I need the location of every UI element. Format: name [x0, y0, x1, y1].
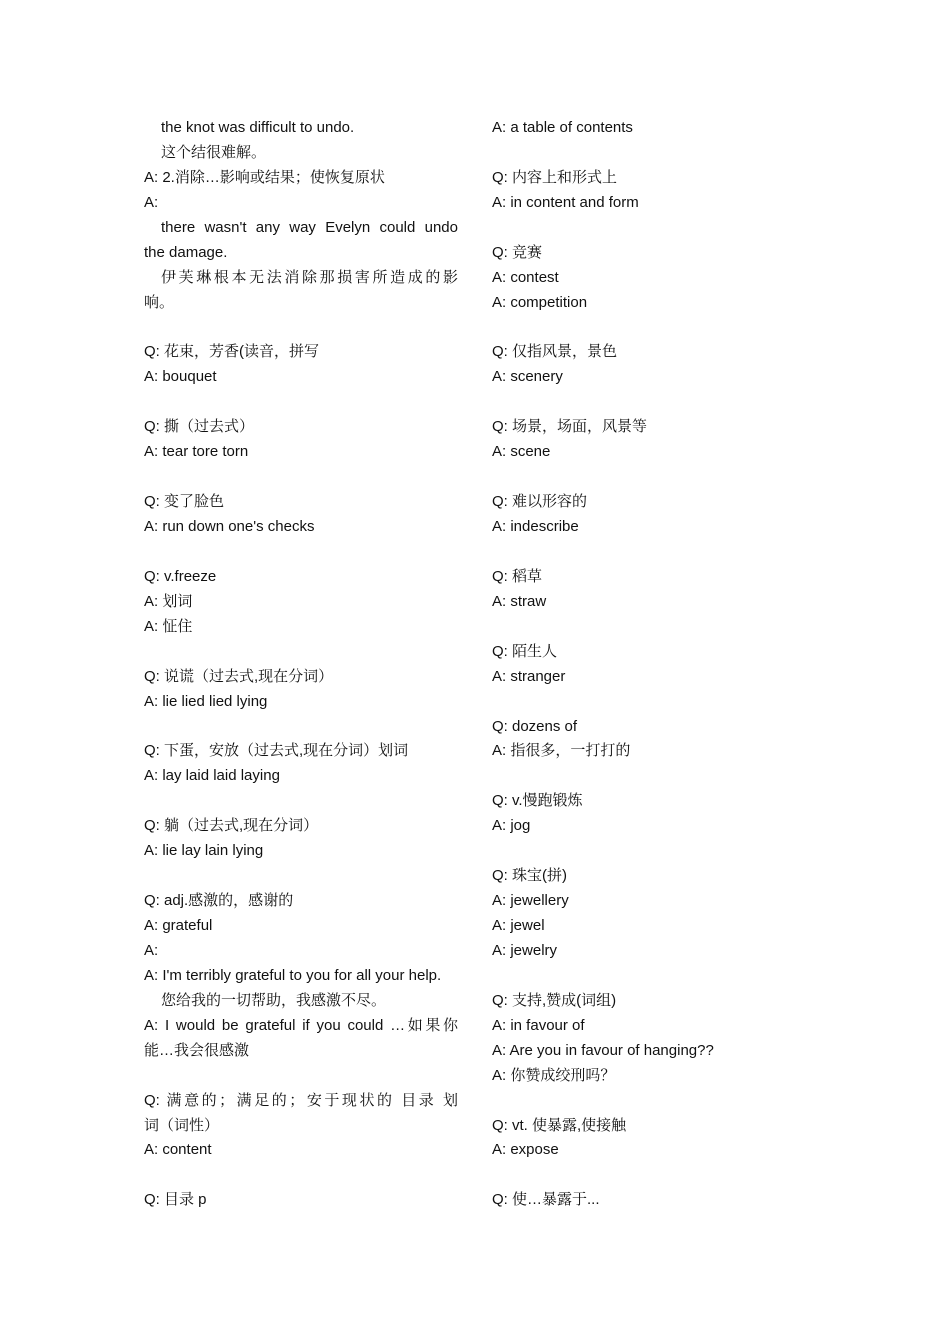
text-line: Q: 变了脸色 [144, 493, 225, 511]
text-line: A: competition [492, 293, 588, 311]
text-line: A: 你赞成绞刑吗？ [492, 1066, 616, 1084]
blank-line [492, 216, 822, 241]
text-line: A: in favour of [492, 1016, 585, 1034]
blank-line [492, 465, 822, 490]
text-line: A: jewelry [492, 941, 558, 959]
text-line: A: grateful [144, 917, 213, 934]
blank-line [492, 390, 822, 415]
blank-line [144, 316, 458, 341]
blank-line [144, 640, 458, 665]
text-line: A: jewel [492, 917, 545, 934]
text-line: Q: 满意的；满足的；安于现状的 目录 划 [144, 1091, 458, 1109]
blank-line [492, 964, 822, 989]
blank-line [144, 540, 458, 565]
text-line: A: jewellery [492, 892, 569, 910]
text-line: Q: 说谎（过去式,现在分词） [144, 667, 334, 685]
blank-line [144, 1163, 458, 1188]
text-line: A: 划词 [144, 592, 193, 610]
text-line: Q: v.freeze [144, 567, 217, 585]
text-line: Q: 珠宝(拼) [492, 867, 567, 885]
blank-line [144, 390, 458, 415]
text-line: Q: 仅指风景，景色 [492, 343, 618, 361]
blank-line [144, 715, 458, 740]
text-line: A: jog [492, 817, 531, 835]
right-column [492, 116, 822, 1213]
text-line: A: lie lay lain lying [144, 842, 264, 860]
text-line: A: expose [492, 1141, 559, 1159]
text-line: the knot was difficult to undo. [161, 119, 355, 136]
blank-line [144, 864, 458, 889]
text-line: A: lie lied lied lying [144, 692, 268, 710]
text-line: 能…我会很感激 [144, 1041, 250, 1059]
blank-line [144, 465, 458, 490]
blank-line [492, 1089, 822, 1114]
text-line: A: bouquet [144, 368, 217, 386]
text-line: Q: 使…暴露于... [492, 1191, 600, 1209]
text-line: Q: 场景，场面，风景等 [492, 418, 648, 436]
text-line: A: 2.消除…影响或结果；使恢复原状 [144, 168, 385, 186]
blank-line [492, 690, 822, 715]
blank-line [492, 540, 822, 565]
blank-line [492, 316, 822, 341]
text-line: A: I would be grateful if you could …如果你 [144, 1016, 458, 1034]
text-line: Q: v.慢跑锻炼 [492, 792, 583, 810]
text-line: A: in content and form [492, 193, 639, 211]
text-line: A: 指很多，一打打的 [492, 742, 631, 760]
text-line: A: run down one's checks [144, 518, 315, 535]
text-line: A: scene [492, 443, 551, 461]
text-line: 伊芙琳根本无法消除那损害所造成的影 [161, 268, 458, 286]
text-line: Q: dozens of [492, 717, 578, 735]
text-line: A: a table of contents [492, 119, 633, 136]
text-line: Q: 难以形容的 [492, 493, 588, 511]
text-line: Q: vt. 使暴露,使接触 [492, 1116, 627, 1134]
blank-line [492, 141, 822, 166]
text-line: Q: 撕（过去式） [144, 418, 255, 436]
blank-line [144, 789, 458, 814]
text-line: 词（词性） [144, 1116, 220, 1134]
text-line: Q: adj.感激的，感谢的 [144, 892, 294, 910]
text-line: A: [144, 941, 159, 959]
text-line: Q: 支持,赞成(词组) [492, 991, 617, 1009]
text-line: A: straw [492, 592, 547, 610]
blank-line [492, 615, 822, 640]
text-line: 这个结很难解。 [161, 143, 267, 161]
text-line: A: Are you in favour of hanging?? [492, 1041, 714, 1059]
text-line: A: scenery [492, 368, 563, 386]
text-line: Q: 下蛋，安放（过去式,现在分词）划词 [144, 742, 409, 760]
text-line: Q: 花束，芳香(读音，拼写 [144, 343, 319, 361]
left-column [144, 116, 458, 1213]
text-line: A: indescribe [492, 518, 579, 535]
text-line: Q: 内容上和形式上 [492, 168, 618, 186]
text-line: Q: 陌生人 [492, 642, 558, 660]
text-line: A: tear tore torn [144, 443, 249, 461]
text-line: A: stranger [492, 667, 566, 685]
text-line: Q: 竞赛 [492, 243, 543, 261]
text-line: A: lay laid laid laying [144, 767, 280, 785]
blank-line [492, 764, 822, 789]
text-line: A: I'm terribly grateful to you for all your help. [144, 966, 442, 984]
text-line: A: [144, 193, 159, 211]
blank-line [144, 1064, 458, 1089]
text-line: 您给我的一切帮助，我感激不尽。 [161, 991, 387, 1009]
blank-line [492, 1163, 822, 1188]
text-line: Q: 稻草 [492, 567, 543, 585]
text-line: the damage. [144, 243, 228, 261]
text-line: A: content [144, 1141, 212, 1159]
text-line: A: 怔住 [144, 617, 193, 635]
text-line: Q: 目录 p [144, 1191, 207, 1209]
text-line: Q: 躺（过去式,现在分词） [144, 817, 319, 835]
text-line: A: contest [492, 268, 559, 286]
text-line: there wasn't any way Evelyn could undo [161, 218, 458, 236]
text-line: 响。 [144, 293, 175, 311]
blank-line [492, 839, 822, 864]
